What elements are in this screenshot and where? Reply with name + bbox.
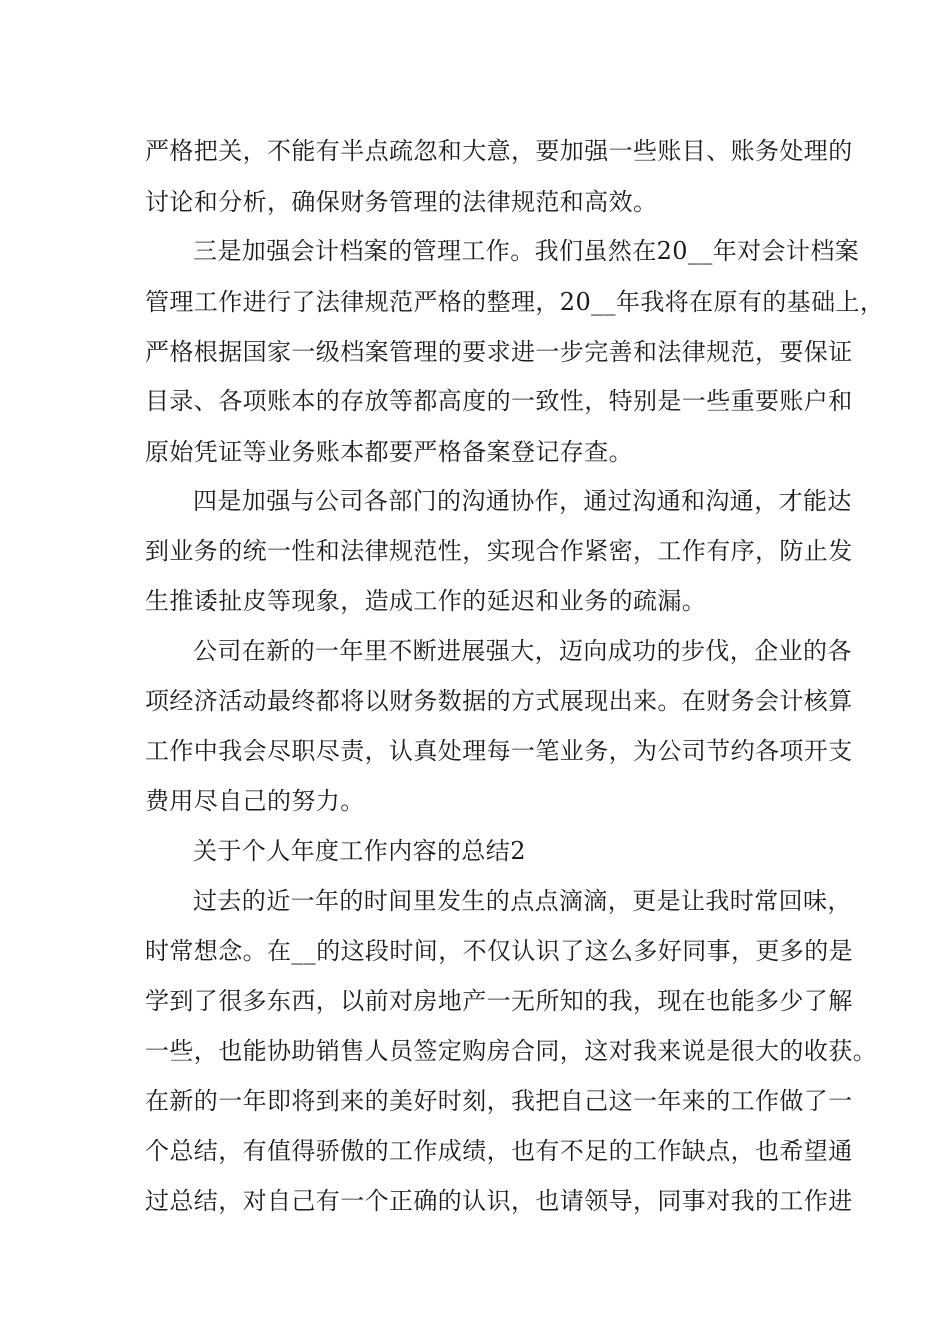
paragraph-line: 四是加强与公司各部门的沟通协作，通过沟通和沟通，才能达 [193, 487, 852, 515]
section-heading: 关于个人年度工作内容的总结2 [193, 837, 526, 865]
paragraph-line: 管理工作进行了法律规范严格的整理，20__年我将在原有的基础上， [145, 288, 885, 316]
paragraph-line: 公司在新的一年里不断进展强大，迈向成功的步伐，企业的各 [193, 637, 852, 665]
paragraph-line: 在新的一年即将到来的美好时刻，我把自己这一年来的工作做了一 [145, 1087, 853, 1115]
paragraph-line: 过总结，对自己有一个正确的认识，也请领导，同事对我的工作进 [145, 1187, 853, 1215]
paragraph-line: 严格把关，不能有半点疏忽和大意，要加强一些账目、账务处理的 [145, 137, 853, 165]
paragraph-line: 个总结，有值得骄傲的工作成绩，也有不足的工作缺点，也希望通 [145, 1137, 853, 1165]
paragraph-line: 学到了很多东西，以前对房地产一无所知的我，现在也能多少了解 [145, 987, 853, 1015]
paragraph-line: 工作中我会尽职尽责，认真处理每一笔业务，为公司节约各项开支 [145, 737, 853, 765]
paragraph-line: 严格根据国家一级档案管理的要求进一步完善和法律规范，要保证 [145, 338, 853, 366]
paragraph-line: 时常想念。在__的这段时间，不仅认识了这么多好同事，更多的是 [145, 937, 853, 965]
paragraph-line: 三是加强会计档案的管理工作。我们虽然在20__年对会计档案 [193, 237, 860, 265]
paragraph-line: 目录、各项账本的存放等都高度的一致性，特别是一些重要账户和 [145, 387, 853, 415]
paragraph-line: 生推诿扯皮等现象，造成工作的延迟和业务的疏漏。 [145, 587, 707, 615]
paragraph-line: 到业务的统一性和法律规范性，实现合作紧密，工作有序，防止发 [145, 537, 853, 565]
paragraph-line: 过去的近一年的时间里发生的点点滴滴，更是让我时常回味， [193, 887, 852, 915]
paragraph-line: 讨论和分析，确保财务管理的法律规范和高效。 [145, 188, 658, 216]
paragraph-line: 项经济活动最终都将以财务数据的方式展现出来。在财务会计核算 [145, 687, 853, 715]
paragraph-line: 一些，也能协助销售人员签定购房合同，这对我来说是很大的收获。 [145, 1037, 877, 1065]
paragraph-line: 费用尽自己的努力。 [145, 787, 365, 815]
paragraph-line: 原始凭证等业务账本都要严格备案登记存查。 [145, 438, 633, 466]
